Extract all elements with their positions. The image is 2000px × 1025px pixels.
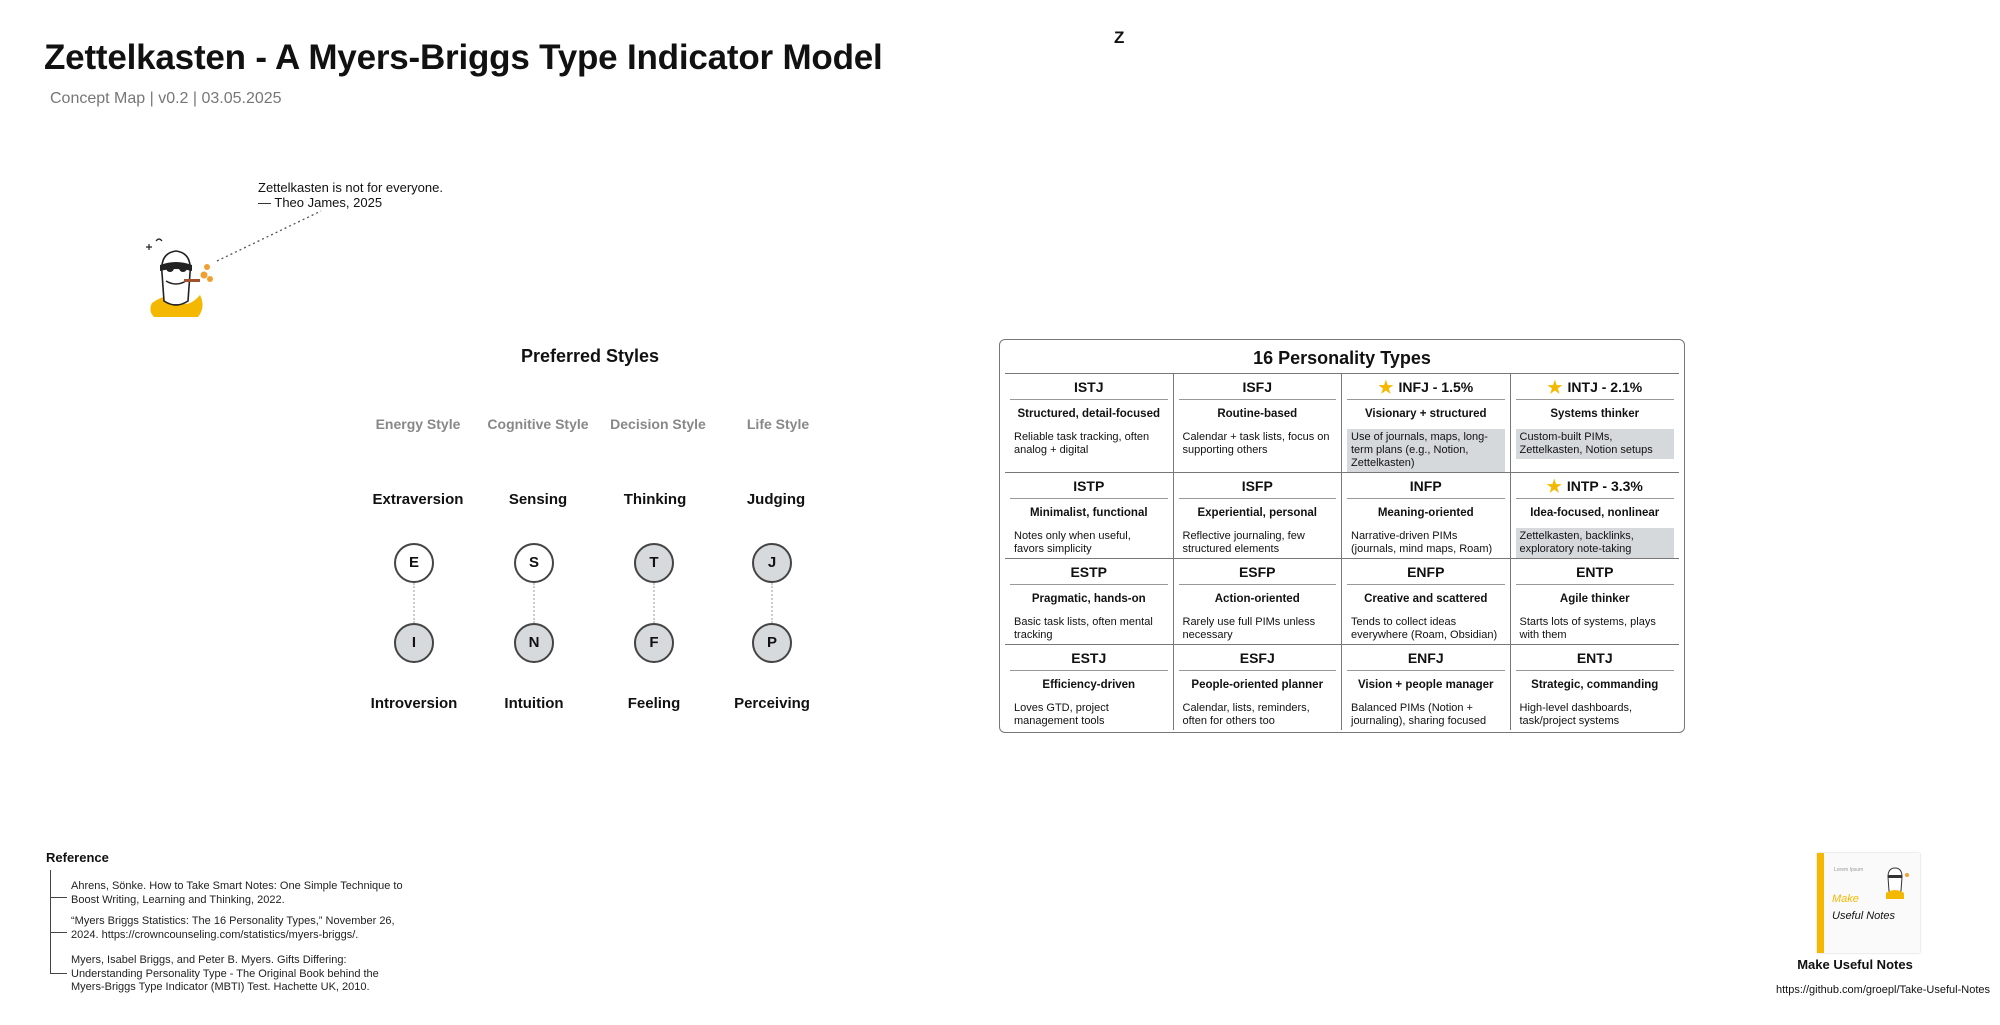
type-name-label: INTJ - 2.1% xyxy=(1567,379,1643,395)
type-trait: Creative and scattered xyxy=(1364,593,1488,605)
type-name-label: ENFJ xyxy=(1407,650,1444,666)
category-energy-style: Energy Style xyxy=(375,416,461,432)
type-name xyxy=(1010,377,1168,400)
type-trait: Agile thinker xyxy=(1559,593,1630,605)
type-description: Reliable task tracking, often analog + digital xyxy=(1014,431,1150,456)
type-name xyxy=(1179,476,1337,499)
type-name xyxy=(1516,476,1675,499)
reference-item: Ahrens, Sönke. How to Take Smart Notes: One Simple Technique to Boost Writing, Learning and Thinking, 2022. xyxy=(71,880,403,906)
type-description: Calendar + task lists, focus on supporting others xyxy=(1182,431,1330,456)
type-description: Balanced PIMs (Notion + journaling), sharing focused xyxy=(1351,702,1487,727)
type-trait: Minimalist, functional xyxy=(1029,507,1148,519)
letter-circle-s: S xyxy=(514,543,554,583)
personality-types-table xyxy=(999,339,1685,733)
pole-introversion: Introversion xyxy=(370,695,458,712)
pole-extraversion: Extraversion xyxy=(372,491,464,508)
type-name xyxy=(1347,562,1505,585)
type-cell-intj xyxy=(1511,373,1680,472)
type-name-label: ESTP xyxy=(1070,564,1108,580)
personality-types-grid xyxy=(1005,373,1679,725)
type-name-label: ESFP xyxy=(1238,564,1276,580)
quote xyxy=(258,180,443,210)
type-cell-enfj xyxy=(1342,644,1511,730)
type-trait: Pragmatic, hands-on xyxy=(1031,593,1146,605)
letter-circle-e: E xyxy=(394,543,434,583)
letter-circle-j: J xyxy=(752,543,792,583)
star-icon: ★ xyxy=(1547,378,1563,397)
type-trait: People-oriented planner xyxy=(1191,679,1324,691)
type-name-label: INTP - 3.3% xyxy=(1566,478,1643,494)
type-name xyxy=(1516,562,1675,585)
type-description: Loves GTD, project management tools xyxy=(1014,702,1109,727)
type-name xyxy=(1010,648,1168,671)
type-cell-esfj xyxy=(1174,644,1343,730)
type-description: Tends to collect ideas everywhere (Roam, Obsidian) xyxy=(1351,616,1498,641)
connector-j-p xyxy=(771,583,773,623)
letter-circle-p: P xyxy=(752,623,792,663)
type-name-label: ISTJ xyxy=(1073,379,1104,395)
type-trait: Efficiency-driven xyxy=(1042,679,1136,691)
type-description: Use of journals, maps, long-term plans (e.g., Notion, Zettelkasten) xyxy=(1347,429,1505,472)
page-subtitle: Concept Map | v0.2 | 03.05.2025 xyxy=(50,90,282,107)
type-description: Reflective journaling, few structured elements xyxy=(1182,530,1305,555)
type-cell-entp xyxy=(1511,558,1680,644)
pole-intuition: Intuition xyxy=(504,695,564,712)
reference-title: Reference xyxy=(46,850,109,865)
reference-branch xyxy=(50,973,67,974)
type-description: Notes only when useful, favors simplicity xyxy=(1014,530,1131,555)
type-name-label: ENTJ xyxy=(1576,650,1613,666)
type-cell-entj xyxy=(1511,644,1680,730)
category-decision-style: Decision Style xyxy=(610,416,706,432)
type-description: Rarely use full PIMs unless necessary xyxy=(1182,616,1316,641)
type-description: Basic task lists, often mental tracking xyxy=(1014,616,1153,641)
type-name-label: ENTP xyxy=(1576,564,1614,580)
type-name xyxy=(1179,648,1337,671)
type-trait: Strategic, commanding xyxy=(1531,679,1659,691)
personality-types-title: 16 Personality Types xyxy=(1253,348,1431,368)
connector-e-i xyxy=(413,583,415,623)
type-description: Custom-built PIMs, Zettelkasten, Notion setups xyxy=(1516,429,1675,459)
page-title: Zettelkasten - A Myers-Briggs Type Indicator Model xyxy=(44,38,883,77)
category-cognitive-style: Cognitive Style xyxy=(487,416,589,432)
type-cell-istp xyxy=(1005,472,1174,558)
type-name xyxy=(1179,377,1337,400)
type-cell-isfj xyxy=(1174,373,1343,472)
type-cell-estp xyxy=(1005,558,1174,644)
type-name-label: ISFJ xyxy=(1242,379,1273,395)
type-name xyxy=(1010,562,1168,585)
type-description: Calendar, lists, reminders, often for others too xyxy=(1182,702,1310,727)
type-name-label: ISFP xyxy=(1241,478,1273,494)
type-trait: Vision + people manager xyxy=(1357,679,1494,691)
pole-sensing: Sensing xyxy=(508,491,568,508)
type-name xyxy=(1516,648,1675,671)
letter-circle-i: I xyxy=(394,623,434,663)
book-cover-top-text: Lorem Ipsum xyxy=(1834,867,1864,873)
type-trait: Meaning-oriented xyxy=(1377,507,1474,519)
type-name-label: INFP xyxy=(1409,478,1442,494)
preferred-styles-title: Preferred Styles xyxy=(520,346,660,366)
type-cell-istj xyxy=(1005,373,1174,472)
letter-circle-f: F xyxy=(634,623,674,663)
book-title: Make Useful Notes xyxy=(1797,957,1913,972)
book-cover-word2: Useful Notes xyxy=(1832,910,1895,922)
type-name xyxy=(1347,377,1505,400)
pole-thinking: Thinking xyxy=(623,491,687,508)
pole-judging: Judging xyxy=(746,491,806,508)
type-cell-isfp xyxy=(1174,472,1343,558)
type-cell-esfp xyxy=(1174,558,1343,644)
type-description: Narrative-driven PIMs (journals, mind maps, Roam) xyxy=(1351,530,1493,555)
type-name-label: ESFJ xyxy=(1239,650,1275,666)
connector-t-f xyxy=(653,583,655,623)
type-description: Starts lots of systems, plays with them xyxy=(1519,616,1656,641)
type-description: High-level dashboards, task/project systems xyxy=(1519,702,1633,727)
type-cell-enfp xyxy=(1342,558,1511,644)
type-trait: Routine-based xyxy=(1217,408,1298,420)
type-trait: Experiential, personal xyxy=(1197,507,1317,519)
reference-branch xyxy=(50,897,67,898)
type-description: Zettelkasten, backlinks, exploratory note-taking xyxy=(1516,528,1675,558)
quote-connector-line xyxy=(215,205,325,265)
reference-tree-line xyxy=(50,870,51,974)
project-url-link[interactable]: https://github.com/groepl/Take-Useful-Notes xyxy=(1776,984,1990,996)
type-name-label: ESTJ xyxy=(1071,650,1107,666)
type-name xyxy=(1179,562,1337,585)
type-trait: Visionary + structured xyxy=(1364,408,1487,420)
type-name xyxy=(1010,476,1168,499)
quote-author: — Theo James, 2025 xyxy=(258,195,383,210)
connector-s-n xyxy=(533,583,535,623)
book-cover[interactable] xyxy=(1817,853,1920,953)
type-name-label: INFJ - 1.5% xyxy=(1398,379,1474,395)
type-trait: Systems thinker xyxy=(1550,408,1640,420)
type-cell-estj xyxy=(1005,644,1174,730)
type-name-label: ISTP xyxy=(1073,478,1105,494)
type-name xyxy=(1347,476,1505,499)
corner-mark: Z xyxy=(1114,28,1125,47)
star-icon: ★ xyxy=(1378,378,1394,397)
pole-feeling: Feeling xyxy=(627,695,681,712)
book-cover-word1: Make xyxy=(1832,893,1859,905)
type-name xyxy=(1347,648,1505,671)
type-name-label: ENFP xyxy=(1407,564,1445,580)
type-trait: Structured, detail-focused xyxy=(1017,408,1160,420)
reference-branch xyxy=(50,932,67,933)
type-trait: Idea-focused, nonlinear xyxy=(1530,507,1660,519)
type-cell-intp xyxy=(1511,472,1680,558)
book-mascot-icon xyxy=(1876,863,1914,901)
type-name xyxy=(1516,377,1675,400)
star-icon: ★ xyxy=(1546,477,1562,496)
reference-item: “Myers Briggs Statistics: The 16 Personality Types,” November 26, 2024. https://crowncounseling.com/statistics/myers-briggs/. xyxy=(71,915,395,941)
type-cell-infj xyxy=(1342,373,1511,472)
quote-text: Zettelkasten is not for everyone. xyxy=(258,180,443,195)
letter-circle-n: N xyxy=(514,623,554,663)
pole-perceiving: Perceiving xyxy=(734,695,810,712)
type-cell-infp xyxy=(1342,472,1511,558)
category-life-style: Life Style xyxy=(746,416,810,432)
letter-circle-t: T xyxy=(634,543,674,583)
type-trait: Action-oriented xyxy=(1214,593,1300,605)
reference-item: Myers, Isabel Briggs, and Peter B. Myers. Gifts Differing: Understanding Personality Type - The Original Book behind the Myers-Briggs Type Indicator (MBTI) Test. Hachette UK, 2010. xyxy=(71,954,379,993)
